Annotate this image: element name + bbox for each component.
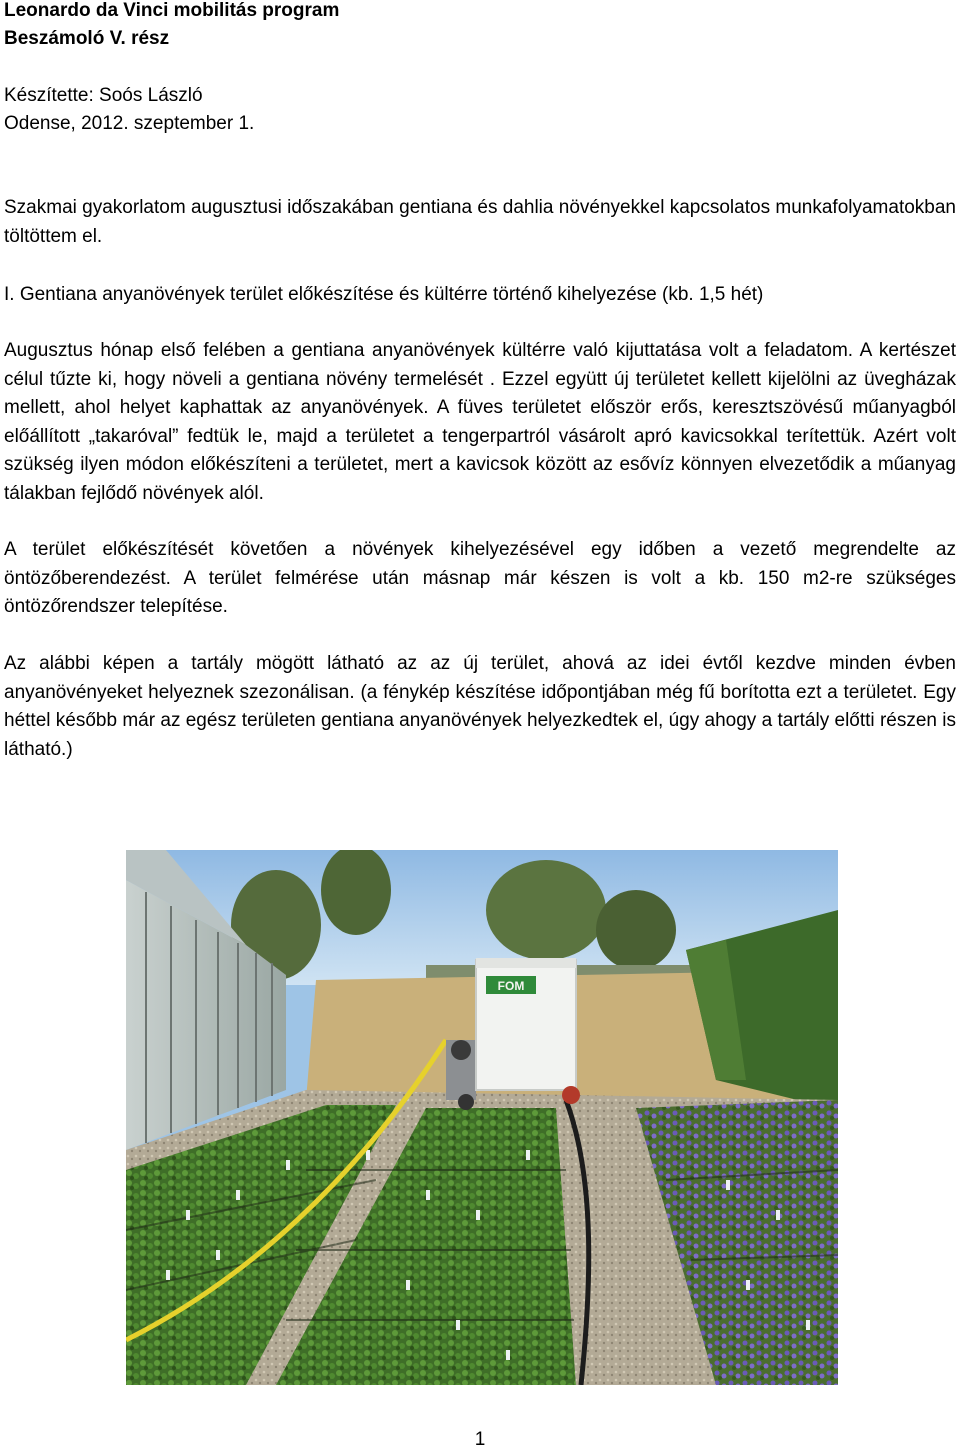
greenhouse-photo bbox=[126, 850, 838, 1385]
section-heading: I. Gentiana anyanövények terület előkészítése és kültérre történő kihelyezése (kb. 1,5 hét) bbox=[4, 284, 764, 305]
intro-paragraph: Szakmai gyakorlatom augusztusi időszakában gentiana és dahlia növényekkel kapcsolatos munkafolyamatokban töltöttem el. bbox=[4, 197, 956, 247]
program-title: Leonardo da Vinci mobilitás program bbox=[4, 0, 340, 21]
page-number: 1 bbox=[474, 1429, 486, 1450]
body-paragraph-2: A terület előkészítését követően a növények kihelyezésével egy időben a vezető megrendelte az öntözőberendezést. A terület felmérése után másnap már készen is volt a kb. 150 m2-re szükséges öntözőrendszer telepítése. bbox=[4, 539, 956, 617]
report-part-title: Beszámoló V. rész bbox=[4, 28, 170, 49]
body-paragraph-3: Az alábbi képen a tartály mögött látható az az új terület, ahová az idei évtől kezdve minden évben anyanövényeket helyeznek szezonálisan. (a fénykép készítése időpontjában még fű borította ezt a területet. Egy héttel később már az egész területen gentiana anyanövények helyezkedtek el, úgy ahogy a tartály előtti részen is látható.) bbox=[4, 653, 956, 760]
author-line: Készítette: Soós László bbox=[4, 85, 203, 106]
tank-label: FOM bbox=[497, 979, 525, 993]
place-date-line: Odense, 2012. szeptember 1. bbox=[4, 113, 255, 134]
body-paragraph-1: Augusztus hónap első felében a gentiana anyanövények kültérre való kijuttatása volt a feladatom. A kertészet célul tűzte ki, hogy növeli a gentiana növény termelését . Ezzel együtt új területet kellett kijelölni az üvegházak mellett, ahol helyet kaphattak az anyanövények. A füves területet először erős, keresztszövésű műanyagból előállított „takaróval” fedtük le, majd a területet a tengerpartról vásárolt apró kavicsokkal terítettük. Azért volt szükség ilyen módon előkészíteni a területet, mert a kavicsok között az esővíz könnyen elvezetődik a műanyag tálakban fejlődő növények alól. bbox=[4, 340, 956, 504]
